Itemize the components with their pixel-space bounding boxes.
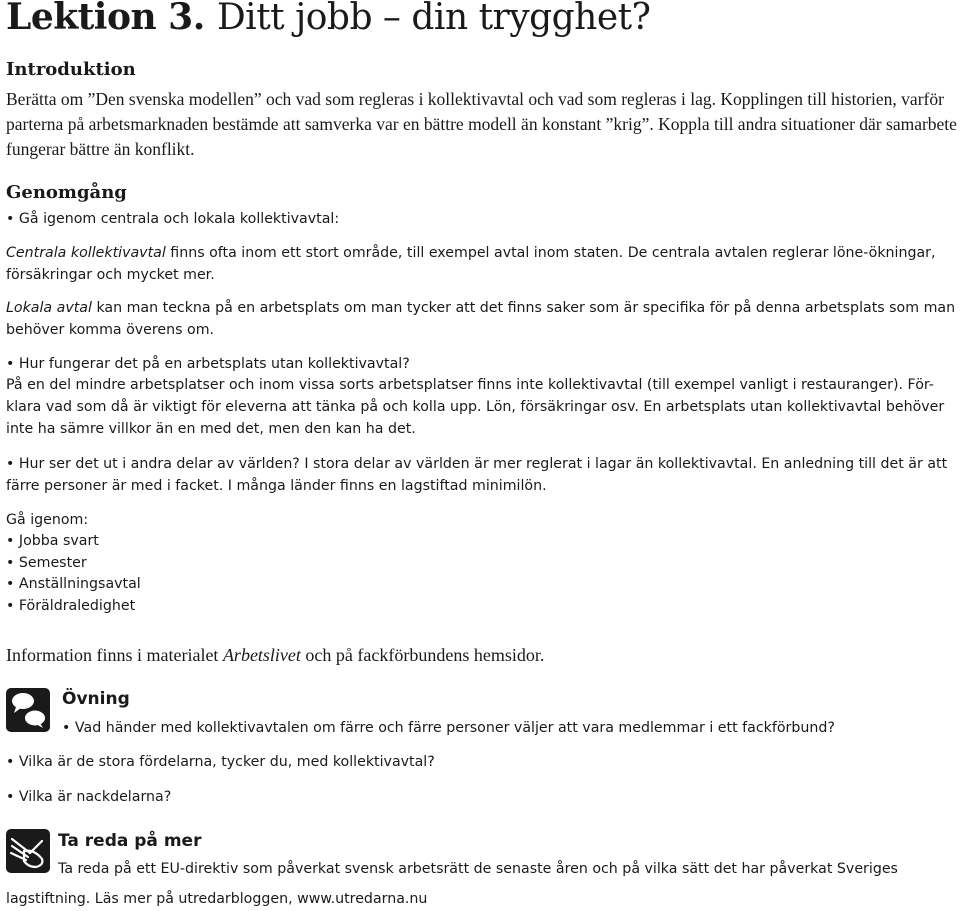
- local-text: kan man teckna på en arbetsplats om man tycker att det finns saker som är specifika för på denna arbetsplats som man behöver komma överens om.: [6, 300, 956, 338]
- central-term: Centrala kollektivavtal: [6, 245, 166, 261]
- info-material: Arbetslivet: [222, 645, 301, 665]
- ovning-question-1: • Vad händer med kollektivavtalen om färre och färre personer väljer att vara medlemmar i ett fackförbund?: [62, 717, 958, 739]
- info-line: [6, 643, 958, 668]
- no-agreement-paragraph: På en del mindre arbetsplatser och inom vissa sorts arbetsplatser finns inte kollektivavtal (till exempel vanligt i restauranger). För-klara vad som då är viktigt för eleverna att tänka på och kolla upp. Lön, försäkringar osv. En arbetsplats utan kollektivavtal behöver inte ha sämre villkor än en med det, men den kan ha det.: [6, 377, 945, 437]
- ta-reda-heading: Ta reda på mer: [58, 831, 202, 851]
- list-item: • Jobba svart: [6, 530, 958, 552]
- list-item: • Semester: [6, 552, 958, 574]
- bullet-no-agreement: • Hur fungerar det på en arbetsplats utan kollektivavtal?: [6, 353, 958, 375]
- central-text: finns ofta inom ett stort område, till exempel avtal inom staten. De centrala avtalen reglerar löne-ökningar, försäkringar och mycket mer.: [6, 245, 936, 283]
- info-prefix: Information finns i materialet: [6, 645, 223, 665]
- go-through-label: Gå igenom:: [6, 512, 89, 528]
- lesson-title: [6, 0, 650, 38]
- bullet-world: • Hur ser det ut i andra delar av världen? I stora delar av världen är mer reglerat i lagar än kollektivavtal. En anledning till det är att färre personer är med i facket. I många länder finns en lagstiftad minimilön.: [6, 453, 958, 497]
- lesson-number: Lektion 3.: [6, 0, 205, 38]
- ta-reda-line-1: Ta reda på ett EU-direktiv som påverkat svensk arbetsrätt de senaste åren och på vilka sätt det har påverkat Sveriges: [58, 861, 898, 877]
- lesson-heading: Ditt jobb – din trygghet?: [216, 0, 651, 38]
- ta-reda-line-2: lagstiftning. Läs mer på utredarbloggen, www.utredarna.nu: [6, 891, 428, 907]
- speech-bubbles-icon: [6, 688, 50, 732]
- ovning-question-3: • Vilka är nackdelarna?: [6, 786, 958, 808]
- local-term: Lokala avtal: [6, 300, 92, 316]
- intro-text: Berätta om ”Den svenska modellen” och vad som regleras i kollektivavtal och vad som regleras i lag. Kopplingen till historien, varför parterna på arbetsmarknaden bestämde att samverka var en bättre modell än konstant ”krig”. Koppla till andra situationer där samarbete fungerar bättre än konflikt.: [6, 89, 957, 159]
- ovning-question-2: • Vilka är de stora fördelarna, tycker du, med kollektivavtal?: [6, 751, 958, 773]
- genomgang-heading: Genomgång: [6, 182, 127, 203]
- ovning-heading: Övning: [62, 689, 130, 709]
- list-item: • Föräldraledighet: [6, 595, 958, 617]
- list-item: • Anställningsavtal: [6, 573, 958, 595]
- local-paragraph: [6, 297, 958, 341]
- central-paragraph: [6, 242, 946, 286]
- intro-heading: Introduktion: [6, 59, 136, 80]
- info-suffix: och på fackförbundens hemsidor.: [300, 645, 545, 665]
- pointing-hand-icon: [6, 829, 50, 873]
- bullet-central-local: • Gå igenom centrala och lokala kollektivavtal:: [6, 208, 958, 230]
